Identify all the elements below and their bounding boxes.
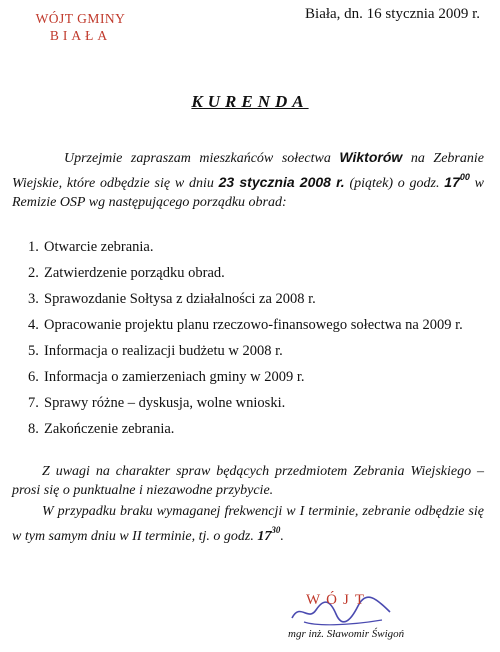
agenda-item: 5. Informacja o realizacji budżetu w 2008 r. — [28, 343, 283, 359]
stamp-line-2: BIAŁA — [49, 28, 112, 43]
place-and-date: Biała, dn. 16 stycznia 2009 r. — [305, 6, 480, 22]
agenda-item: 6. Informacja o zamierzeniach gminy w 2009 r. — [28, 369, 305, 385]
agenda-item: 2. Zatwierdzenie porządku obrad. — [28, 265, 225, 281]
second-term-note: W przypadku braku wymaganej frekwencji w I terminie, zebranie odbędzie się w tym samym dniu w II terminie, tj. o godz. $17^{30}$. — [12, 504, 484, 544]
document-title: KURENDA — [191, 92, 309, 111]
signatory-name: mgr inż. Sławomir Świgoń — [288, 628, 405, 640]
intro-text-3: (piątek) o godz. — [349, 176, 440, 191]
meeting-date: 23 stycznia 2008 r. — [218, 174, 345, 190]
second-term-hour: $17^{30}$ — [257, 525, 281, 544]
intro-text-4: w Remizie OSP wg następującego porządku obrad: — [12, 176, 484, 210]
intro-text-1: Uprzejmie zapraszam mieszkańców sołectwa — [64, 151, 331, 166]
office-stamp — [28, 10, 133, 44]
agenda-item: 4. Opracowanie projektu planu rzeczowo-finansowego sołectwa na 2009 r. — [28, 317, 463, 333]
agenda-item: 7. Sprawy różne – dyskusja, wolne wnioski. — [28, 395, 286, 411]
invitation-paragraph — [12, 148, 484, 212]
agenda-item: 8. Zakończenie zebrania. — [28, 421, 175, 437]
signature-title: WÓJT — [306, 592, 370, 608]
agenda-item: 3. Sprawozdanie Sołtysa z działalności za 2008 r. — [28, 291, 316, 307]
intro-text-2: na Zebranie Wiejskie, które odbędzie się w dniu — [12, 151, 484, 191]
village-name: Wiktorów — [339, 149, 403, 165]
stamp-line-1: WÓJT GMINY — [35, 11, 126, 26]
punctuality-note: Z uwagi na charakter spraw będących przedmiotem Zebrania Wiejskiego – prosi się o punktualne i niezawodne przybycie. — [12, 464, 484, 498]
agenda-item: 1. Otwarcie zebrania. — [28, 239, 154, 255]
meeting-hour: $17^{00}$ — [444, 172, 470, 190]
agenda-list — [28, 238, 484, 446]
